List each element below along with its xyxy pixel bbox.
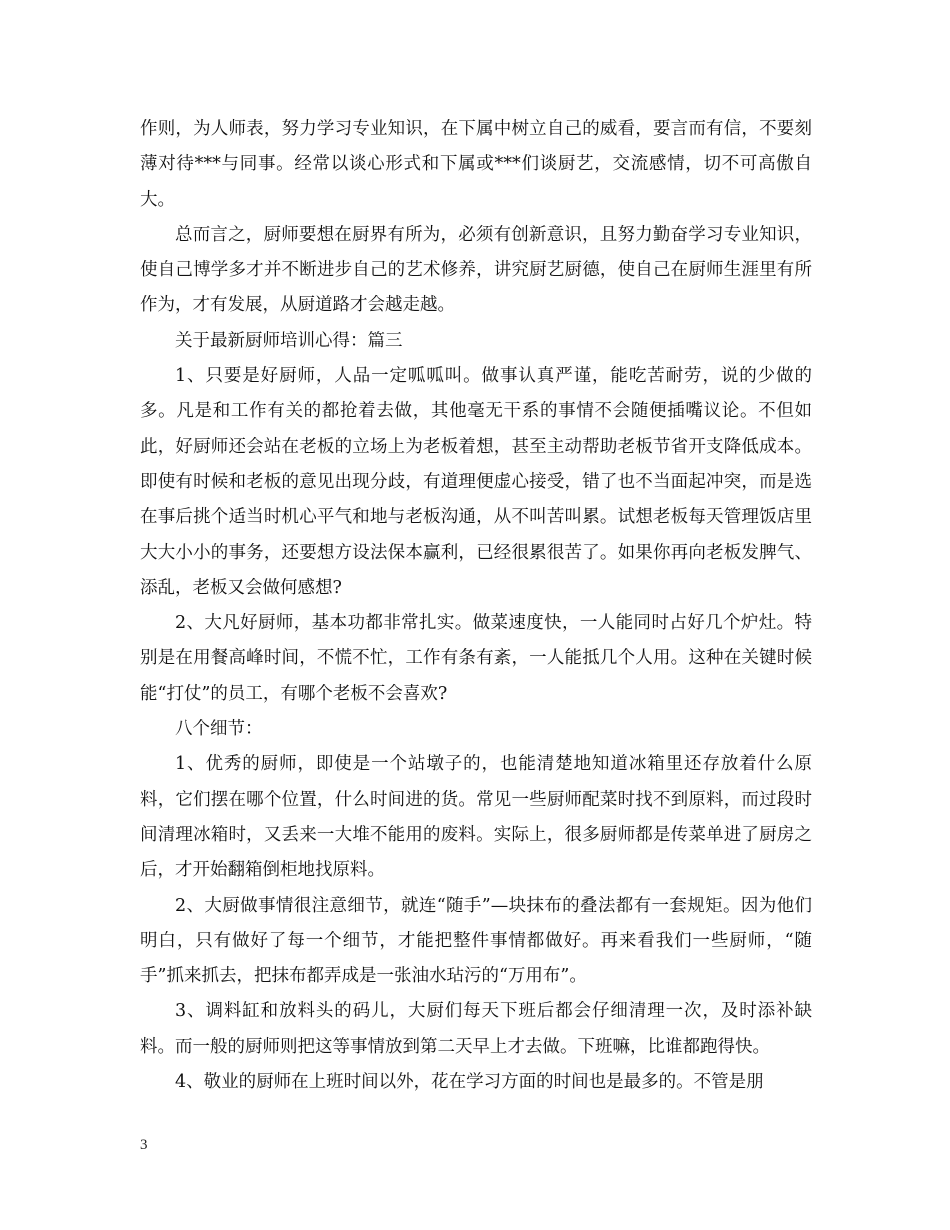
section-heading: 关于最新厨师培训心得：篇三 <box>175 330 403 351</box>
document-body <box>140 112 812 1100</box>
paragraph-3: 1、只要是好厨师，人品一定呱呱叫。做事认真严谨，能吃苦耐劳，说的少做的多。凡是和工作有关的都抢着去做，其他毫无干系的事情不会随便插嘴议论。不但如此，好厨师还会站在老板的立场上为老板着想，甚至主动帮助老板节省开支降低成本。即使有时候和老板的意见出现分歧，有道理便虚心接受，错了也不当面起冲突，而是选在事后挑个适当时机心平气和地与老板沟通，从不叫苦叫累。试想老板每天管理饭店里大大小小的事务，还要想方设法保本赢利，已经很累很苦了。如果你再向老板发脾气、添乱，老板又会做何感想? <box>140 366 812 598</box>
paragraph-7: 3、调料缸和放料头的码儿，大厨们每天下班后都会仔细清理一次，及时添补缺料。而一般的厨师则把这等事情放到第二天早上才去做。下班嘛，比谁都跑得快。 <box>140 1001 812 1057</box>
paragraph-4: 2、大凡好厨师，基本功都非常扎实。做菜速度快，一人能同时占好几个炉灶。特别是在用餐高峰时间，不慌不忙，工作有条有紊，一人能抵几个人用。这种在关键时候能“打仗”的员工，有哪个老板不会喜欢? <box>140 613 812 704</box>
paragraph-5: 1、优秀的厨师，即使是一个站墩子的，也能清楚地知道冰箱里还存放着什么原料，它们摆在哪个位置，什么时间进的货。常见一些厨师配菜时找不到原料，而过段时间清理冰箱时，又丢来一大堆不能用的废料。实际上，很多厨师都是传菜单进了厨房之后，才开始翻箱倒柜地找原料。 <box>140 754 812 881</box>
paragraph-2: 总而言之，厨师要想在厨界有所为，必须有创新意识，且努力勤奋学习专业知识，使自己博学多才并不断进步自己的艺术修养，讲究厨艺厨德，使自己在厨师生涯里有所作为，才有发展，从厨道路才会越走越。 <box>140 224 812 316</box>
paragraph-6: 2、大厨做事情很注意细节，就连“随手”—块抹布的叠法都有一套规矩。因为他们明白，只有做好了每一个细节，才能把整件事情都做好。再来看我们一些厨师，“随手”抓来抓去，把抹布都弄成是一张油水玷污的“万用布”。 <box>140 895 812 987</box>
paragraph-1: 作则，为人师表，努力学习专业知识，在下属中树立自己的威看，要言而有信，不要刻薄对待***与同事。经常以谈心形式和下属或***们谈厨艺，交流感情，切不可高傲自大。 <box>140 119 812 210</box>
subsection-heading: 八个细节： <box>175 719 263 740</box>
page-number: 3 <box>140 1137 148 1153</box>
paragraph-8: 4、敬业的厨师在上班时间以外，花在学习方面的时间也是最多的。不管是朋 <box>175 1072 764 1093</box>
